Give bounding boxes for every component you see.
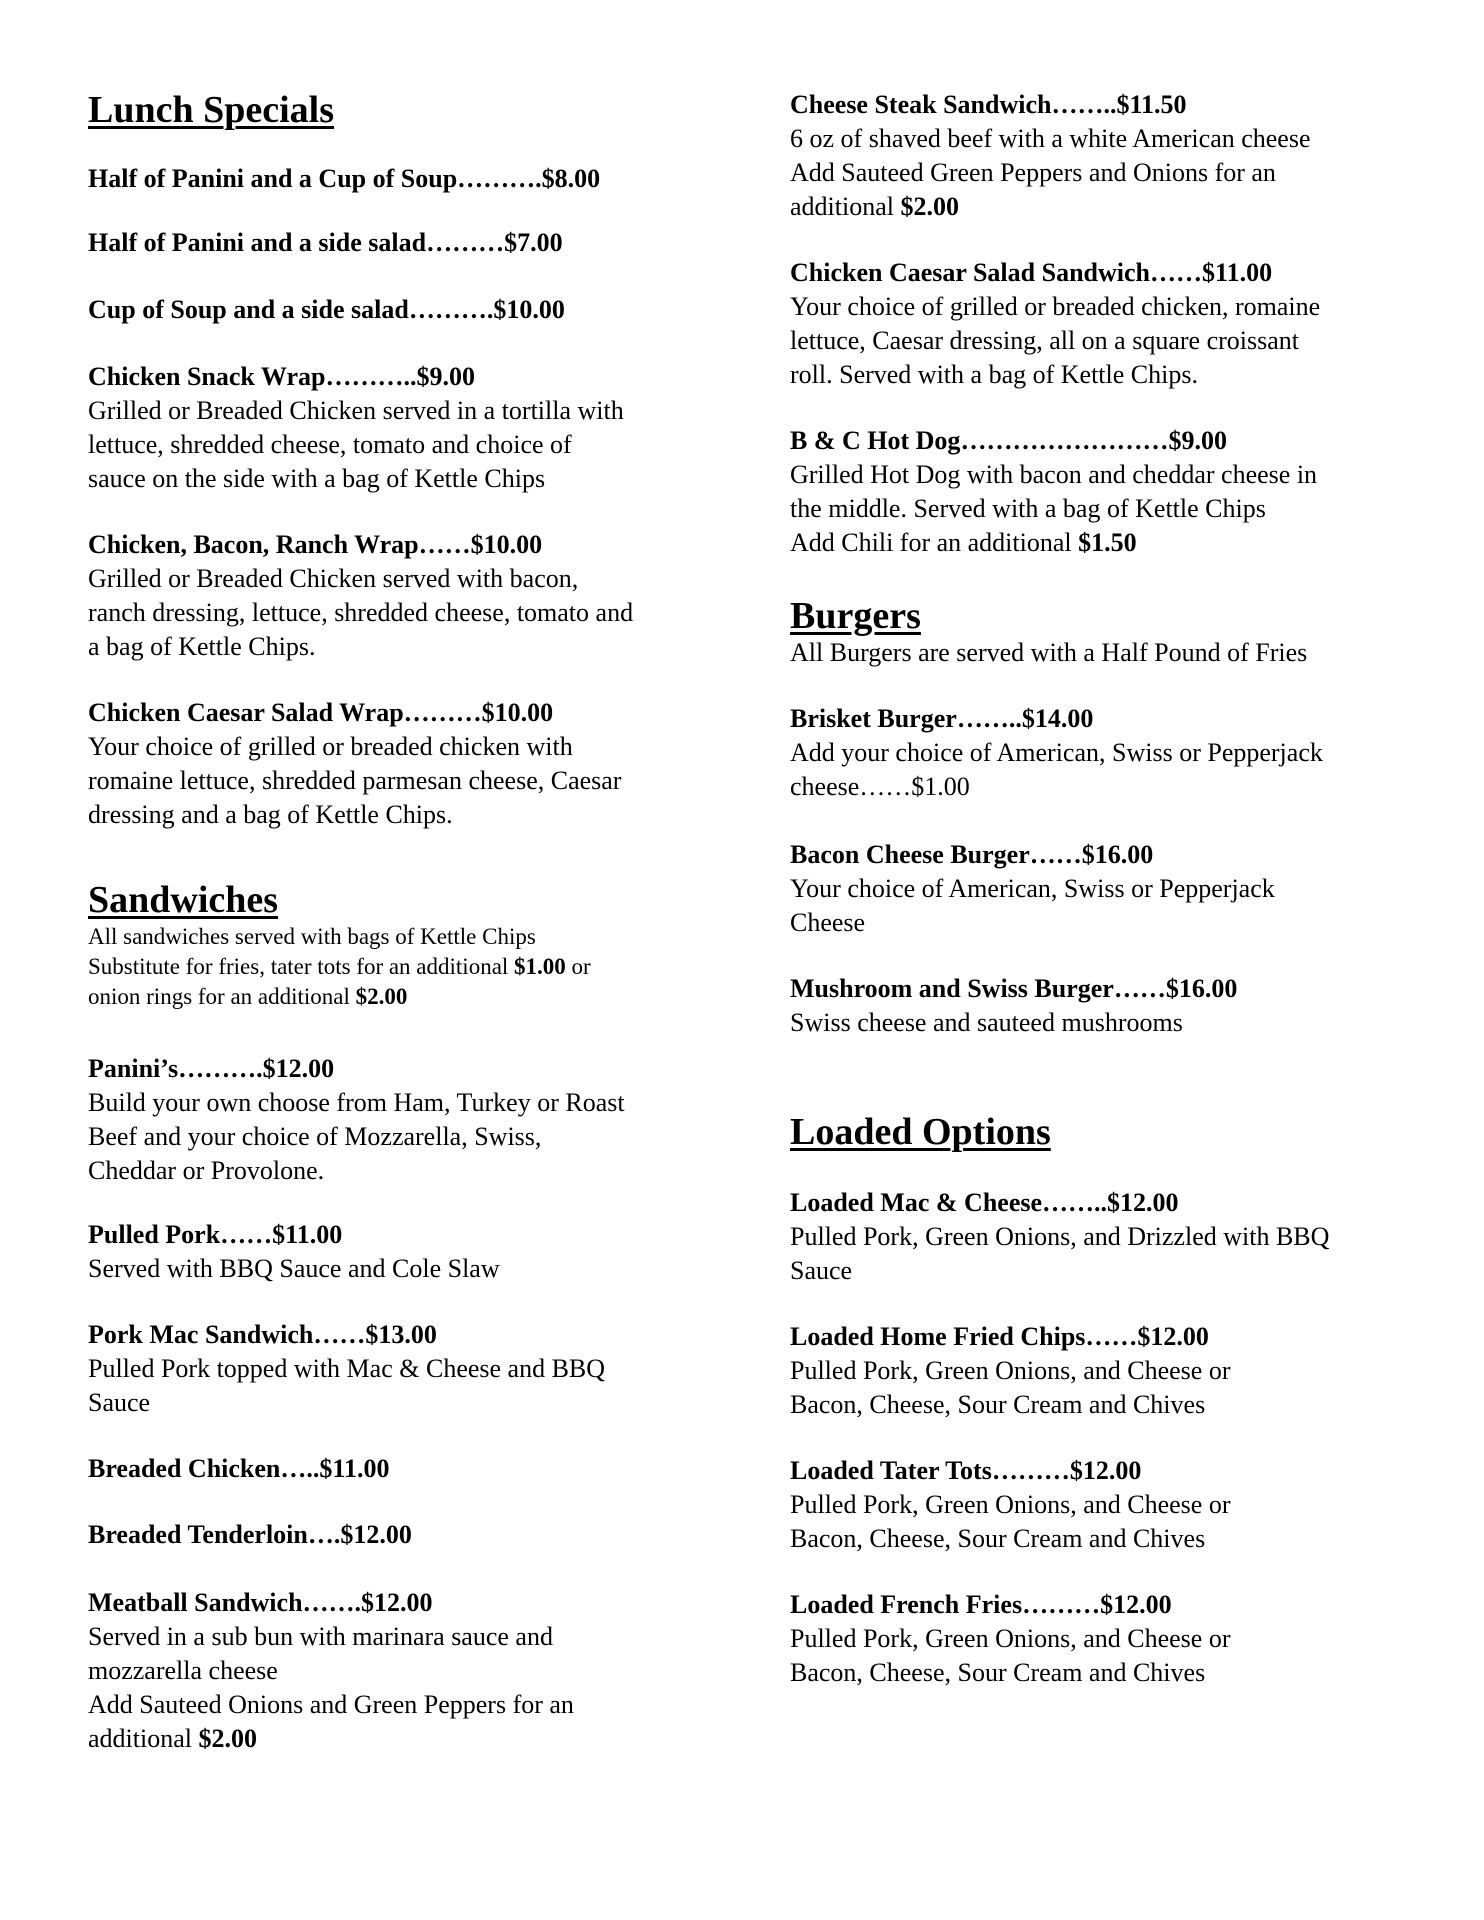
item-description: Served with BBQ Sauce and Cole Slaw — [88, 1254, 500, 1283]
menu-item — [88, 528, 708, 664]
item-title: Half of Panini and a side salad………$7.00 — [88, 228, 563, 257]
menu-item — [88, 1586, 708, 1756]
item-title: Loaded French Fries………$12.00 — [790, 1590, 1172, 1619]
menu-item — [88, 293, 708, 327]
menu-item — [790, 1320, 1430, 1422]
item-description: Pulled Pork, Green Onions, and Cheese or Bacon, Cheese, Sour Cream and Chives — [790, 1356, 1231, 1419]
item-title: Breaded Tenderloin….$12.00 — [88, 1520, 412, 1549]
item-title: Breaded Chicken…..$11.00 — [88, 1454, 390, 1483]
menu-item — [88, 1452, 708, 1486]
item-description: Grilled or Breaded Chicken served in a tortilla with lettuce, shredded cheese, tomato and choice of sauce on the side with a bag of Kettle Chips — [88, 396, 624, 493]
menu-item — [790, 88, 1430, 224]
menu-item — [790, 424, 1430, 560]
menu-item — [88, 696, 708, 832]
item-title: Bacon Cheese Burger……$16.00 — [790, 840, 1154, 869]
item-description: Swiss cheese and sauteed mushrooms — [790, 1008, 1183, 1037]
sandwiches-note: All sandwiches served with bags of Kettle Chips Substitute for fries, tater tots for an additional $1.00 or onion rings for an additional $2.00 — [88, 924, 591, 1009]
menu-item — [790, 1186, 1430, 1288]
item-title: B & C Hot Dog……………………$9.00 — [790, 426, 1227, 455]
item-title: Chicken Caesar Salad Sandwich……$11.00 — [790, 258, 1273, 287]
item-title: Half of Panini and a Cup of Soup……….$8.00 — [88, 164, 601, 193]
menu-item — [88, 1318, 708, 1420]
item-title: Pork Mac Sandwich……$13.00 — [88, 1320, 437, 1349]
item-description: Your choice of grilled or breaded chicken, romaine lettuce, Caesar dressing, all on a square croissant roll. Served with a bag of Kettle Chips. — [790, 292, 1321, 389]
item-description: Pulled Pork, Green Onions, and Cheese or Bacon, Cheese, Sour Cream and Chives — [790, 1624, 1231, 1687]
item-description: Grilled or Breaded Chicken served with bacon, ranch dressing, lettuce, shredded cheese, tomato and a bag of Kettle Chips. — [88, 564, 634, 661]
item-title: Meatball Sandwich…….$12.00 — [88, 1588, 433, 1617]
menu-item — [88, 1052, 708, 1188]
item-title: Mushroom and Swiss Burger……$16.00 — [790, 974, 1238, 1003]
item-description: Served in a sub bun with marinara sauce and mozzarella cheese Add Sauteed Onions and Green Peppers for an additional $2.00 — [88, 1622, 574, 1753]
item-description: Your choice of American, Swiss or Pepperjack Cheese — [790, 874, 1275, 937]
menu-item — [88, 360, 708, 496]
menu-item — [88, 1218, 708, 1286]
burgers-heading: Burgers — [790, 595, 921, 637]
item-title: Panini’s……….$12.00 — [88, 1054, 335, 1083]
item-description: Add your choice of American, Swiss or Pepperjack cheese……$1.00 — [790, 738, 1323, 801]
item-title: Loaded Mac & Cheese……..$12.00 — [790, 1188, 1179, 1217]
item-title: Loaded Home Fried Chips……$12.00 — [790, 1322, 1209, 1351]
loaded-options-heading: Loaded Options — [790, 1111, 1051, 1153]
lunch-specials-heading: Lunch Specials — [88, 89, 335, 131]
item-title: Brisket Burger……..$14.00 — [790, 704, 1094, 733]
item-title: Cup of Soup and a side salad……….$10.00 — [88, 295, 565, 324]
item-description: Build your own choose from Ham, Turkey or Roast Beef and your choice of Mozzarella, Swiss, Cheddar or Provolone. — [88, 1088, 625, 1185]
item-description: Pulled Pork topped with Mac & Cheese and BBQ Sauce — [88, 1354, 606, 1417]
item-title: Loaded Tater Tots………$12.00 — [790, 1456, 1142, 1485]
menu-item — [88, 226, 708, 260]
menu-item — [790, 1454, 1430, 1556]
item-title: Chicken Caesar Salad Wrap………$10.00 — [88, 698, 554, 727]
item-title: Chicken, Bacon, Ranch Wrap……$10.00 — [88, 530, 543, 559]
item-description: Pulled Pork, Green Onions, and Drizzled with BBQ Sauce — [790, 1222, 1330, 1285]
menu-item — [88, 162, 708, 196]
menu-item — [790, 1588, 1430, 1690]
item-description: 6 oz of shaved beef with a white American cheese Add Sauteed Green Peppers and Onions for an additional $2.00 — [790, 124, 1311, 221]
burgers-note: All Burgers are served with a Half Pound of Fries — [790, 638, 1308, 667]
item-title: Pulled Pork……$11.00 — [88, 1220, 343, 1249]
menu-item — [790, 256, 1430, 392]
item-title: Cheese Steak Sandwich……..$11.50 — [790, 90, 1187, 119]
sandwiches-heading: Sandwiches — [88, 879, 279, 921]
menu-item — [790, 702, 1430, 804]
item-description: Pulled Pork, Green Onions, and Cheese or Bacon, Cheese, Sour Cream and Chives — [790, 1490, 1231, 1553]
item-title: Chicken Snack Wrap………..$9.00 — [88, 362, 475, 391]
menu-item — [88, 1518, 708, 1552]
menu-item — [790, 838, 1430, 940]
item-description: Your choice of grilled or breaded chicken with romaine lettuce, shredded parmesan cheese, Caesar dressing and a bag of Kettle Chips. — [88, 732, 622, 829]
menu-item — [790, 972, 1430, 1040]
item-description: Grilled Hot Dog with bacon and cheddar cheese in the middle. Served with a bag of Kettle Chips Add Chili for an additional $1.50 — [790, 460, 1318, 557]
